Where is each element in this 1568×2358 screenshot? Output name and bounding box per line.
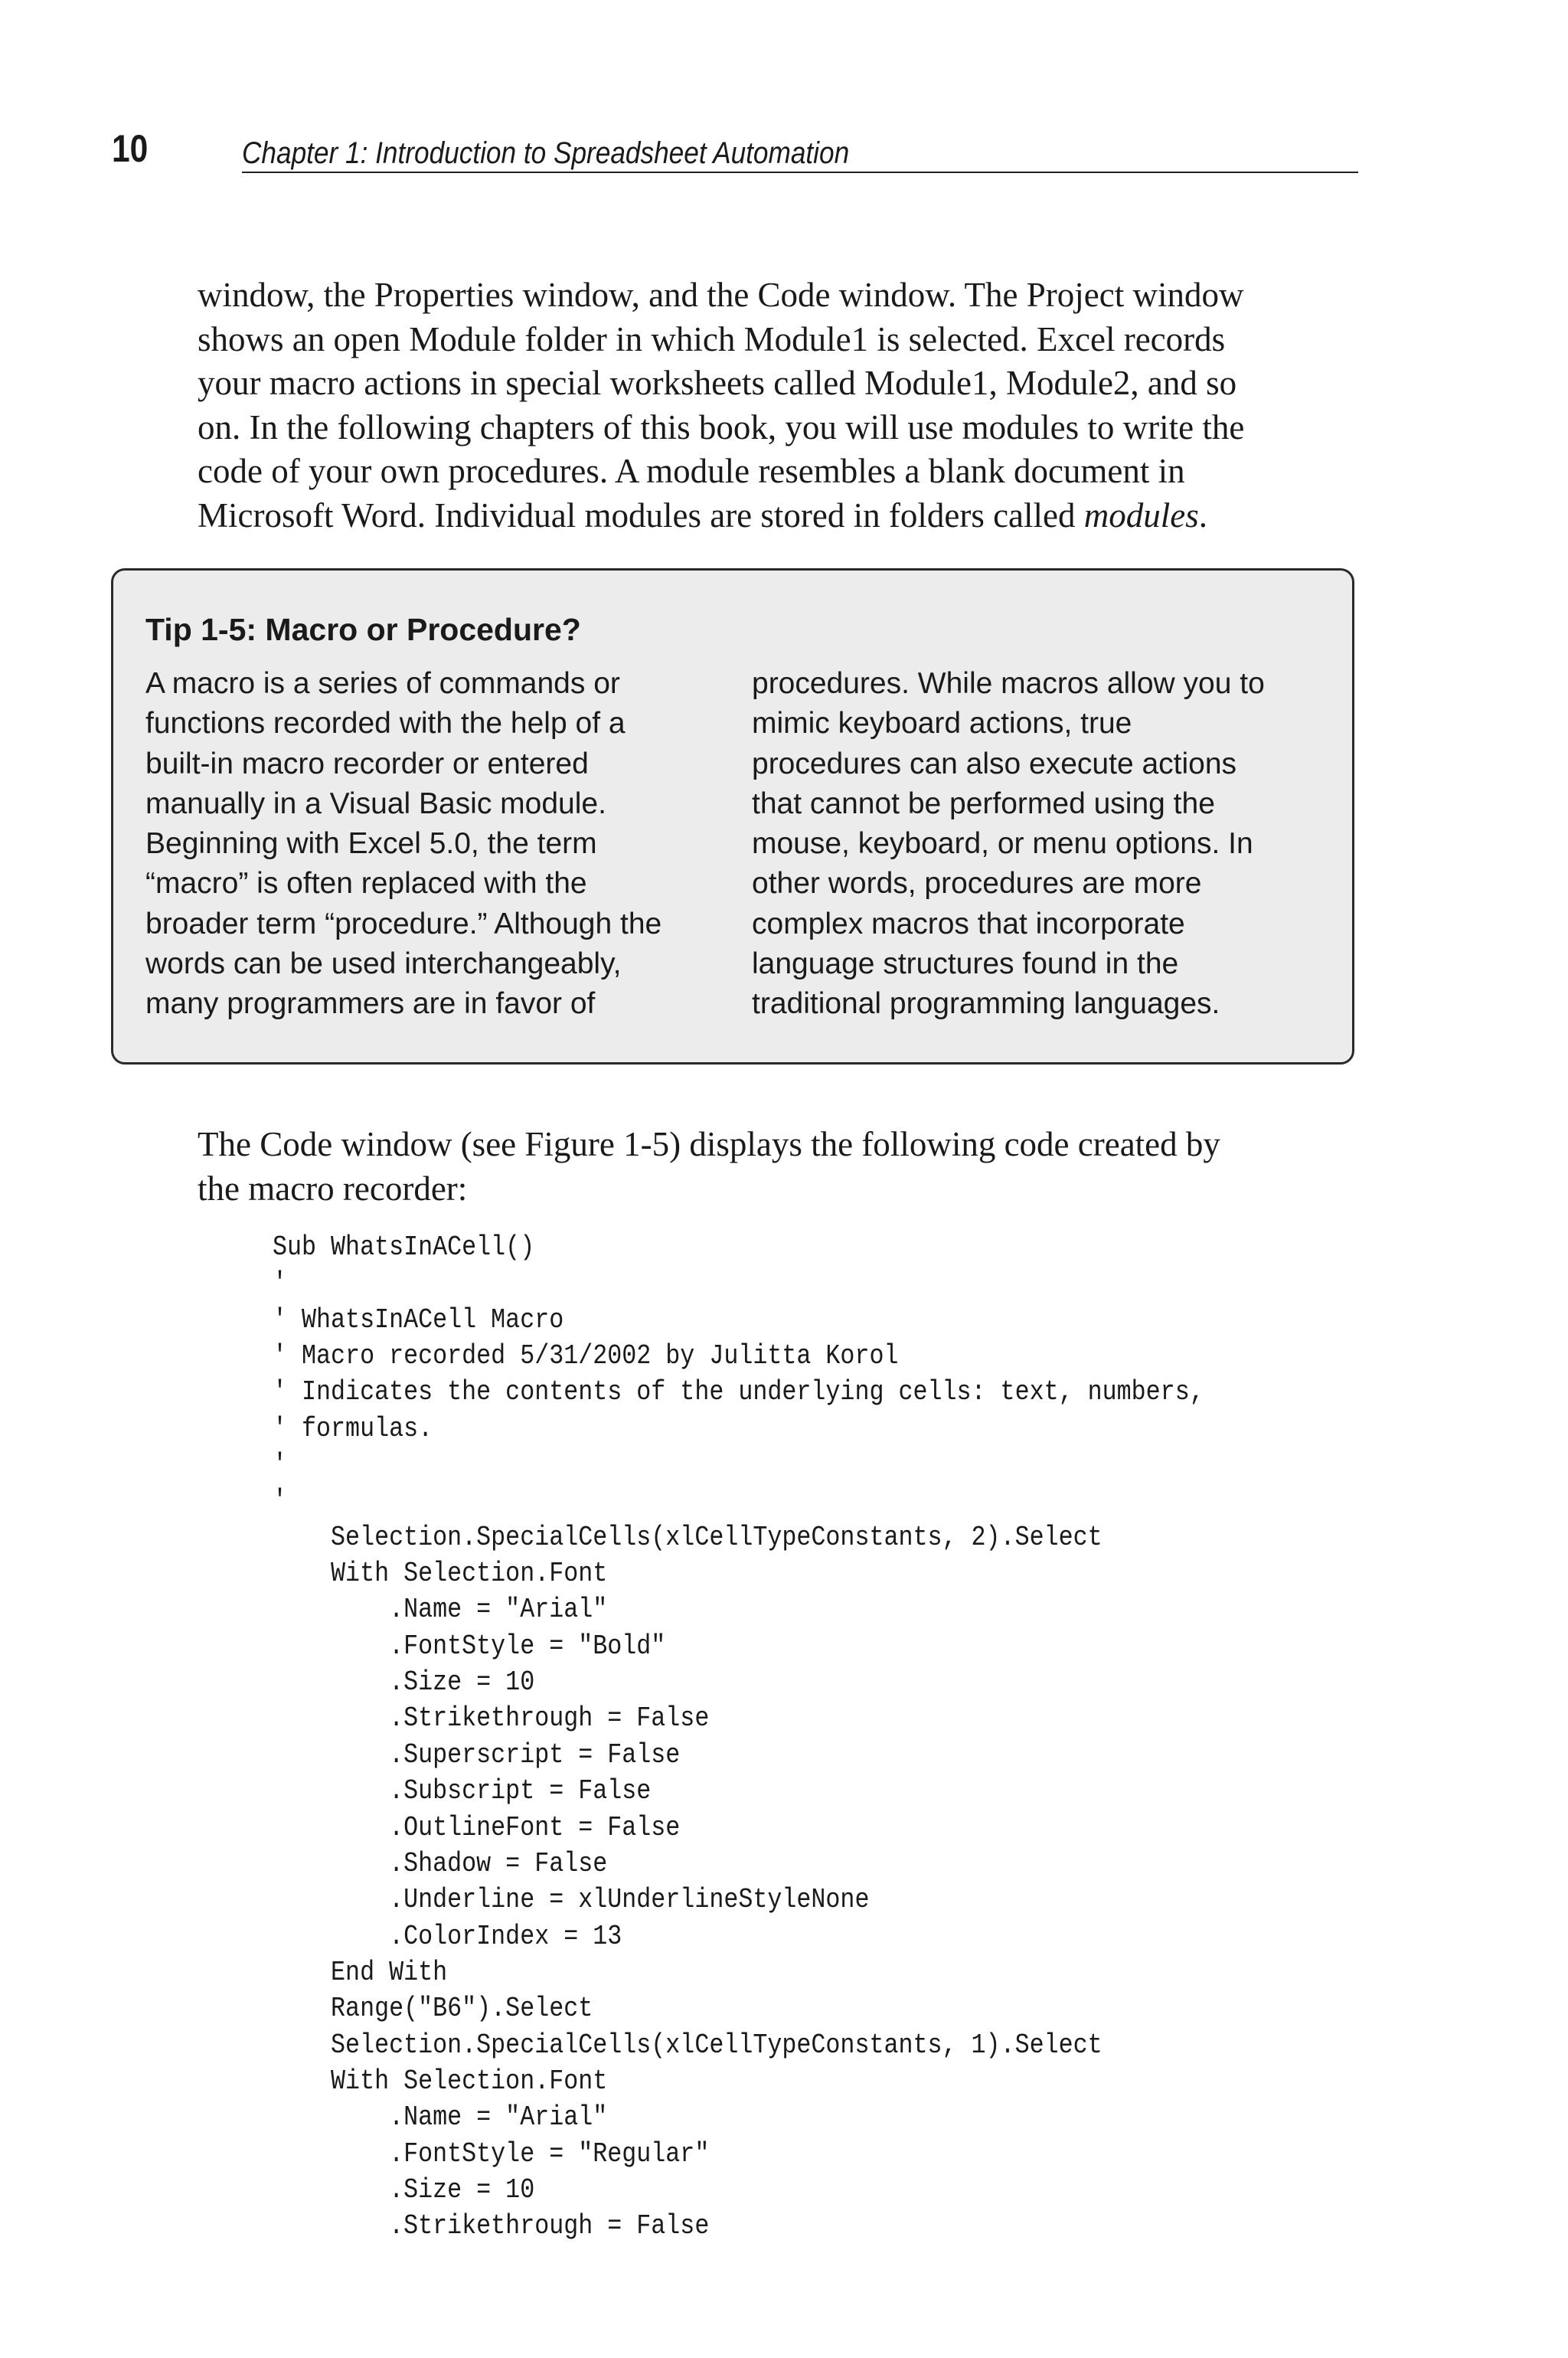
code-line: .Name = "Arial": [273, 2101, 608, 2134]
tip-title: Tip 1-5: Macro or Procedure?: [145, 612, 581, 647]
tip-line: built-in macro recorder or entered: [145, 747, 589, 780]
tip-line: complex macros that incorporate: [752, 907, 1185, 940]
tip-line: words can be used interchangeably,: [145, 947, 622, 981]
code-line: .Strikethrough = False: [273, 2210, 710, 2242]
tip-left-column: [145, 664, 662, 1025]
running-head-text: Chapter 1: Introduction to Spreadsheet Automation: [242, 136, 850, 170]
code-line: .FontStyle = "Bold": [273, 1630, 666, 1662]
code-line: .ColorIndex = 13: [273, 1920, 622, 1952]
code-line: .Strikethrough = False: [273, 1702, 710, 1735]
code-line: .OutlineFont = False: [273, 1811, 681, 1843]
code-line: ': [273, 1485, 288, 1517]
tip-line: procedures can also execute actions: [752, 747, 1237, 780]
tip-right-column: [752, 664, 1265, 1025]
tip-sidebar: [111, 568, 1354, 1065]
code-line: With Selection.Font: [273, 2065, 608, 2097]
tip-line: many programmers are in favor of: [145, 987, 596, 1021]
code-line: .Subscript = False: [273, 1775, 652, 1807]
code-line: ' Macro recorded 5/31/2002 by Julitta Korol: [273, 1340, 899, 1372]
paragraph-text: Microsoft Word. Individual modules are stored in folders called: [198, 495, 1084, 535]
code-line: .Size = 10: [273, 2173, 535, 2206]
code-line: .Superscript = False: [273, 1738, 681, 1771]
tip-line: “macro” is often replaced with the: [145, 867, 587, 901]
tip-line: functions recorded with the help of a: [145, 707, 626, 741]
code-intro-paragraph: [198, 1123, 1361, 1211]
code-line: ' formulas.: [273, 1412, 433, 1444]
paragraph-line: your macro actions in special worksheets called Module1, Module2, and so: [198, 364, 1237, 402]
code-line: Range("B6").Select: [273, 1993, 593, 2025]
tip-line: language structures found in the: [752, 947, 1179, 981]
code-line: ': [273, 1449, 288, 1481]
tip-line: mouse, keyboard, or menu options. In: [752, 827, 1253, 861]
page-number: 10: [112, 127, 149, 170]
code-line: Selection.SpecialCells(xlCellTypeConstants, 2).Select: [273, 1521, 1102, 1553]
paragraph-line: the macro recorder:: [198, 1169, 468, 1208]
code-listing: [273, 1229, 1331, 2245]
code-line: .Underline = xlUnderlineStyleNone: [273, 1884, 870, 1916]
tip-line: mimic keyboard actions, true: [752, 707, 1132, 741]
intro-paragraph: [198, 273, 1361, 538]
tip-line: traditional programming languages.: [752, 987, 1220, 1021]
code-line: .FontStyle = "Regular": [273, 2137, 710, 2170]
tip-line: broader term “procedure.” Although the: [145, 907, 662, 940]
code-line: .Name = "Arial": [273, 1594, 608, 1626]
running-head: [242, 133, 1358, 173]
paragraph-line: window, the Properties window, and the Code window. The Project window: [198, 276, 1244, 314]
tip-line: manually in a Visual Basic module.: [145, 787, 606, 820]
tip-line: procedures. While macros allow you to: [752, 667, 1265, 700]
code-line: Selection.SpecialCells(xlCellTypeConstants, 1).Select: [273, 2029, 1102, 2061]
code-line: ' WhatsInACell Macro: [273, 1303, 564, 1336]
code-line: Sub WhatsInACell(): [273, 1231, 535, 1263]
emphasis-term: modules: [1083, 495, 1199, 535]
tip-line: A macro is a series of commands or: [145, 667, 620, 700]
code-line: ' Indicates the contents of the underlying cells: text, numbers,: [273, 1376, 1204, 1408]
paragraph-line: The Code window (see Figure 1-5) displays the following code created by: [198, 1125, 1220, 1163]
paragraph-line: [198, 494, 1361, 538]
code-line: ': [273, 1267, 288, 1300]
tip-line: Beginning with Excel 5.0, the term: [145, 827, 597, 861]
paragraph-line: code of your own procedures. A module resembles a blank document in: [198, 452, 1185, 490]
code-line: End With: [273, 1956, 448, 1988]
tip-line: other words, procedures are more: [752, 867, 1202, 901]
tip-line: that cannot be performed using the: [752, 787, 1215, 820]
code-line: .Shadow = False: [273, 1847, 608, 1879]
paragraph-line: shows an open Module folder in which Module1 is selected. Excel records: [198, 319, 1226, 358]
code-line: With Selection.Font: [273, 1558, 608, 1590]
code-line: .Size = 10: [273, 1666, 535, 1699]
paragraph-line: on. In the following chapters of this book, you will use modules to write the: [198, 407, 1245, 446]
paragraph-period: .: [1198, 495, 1208, 535]
